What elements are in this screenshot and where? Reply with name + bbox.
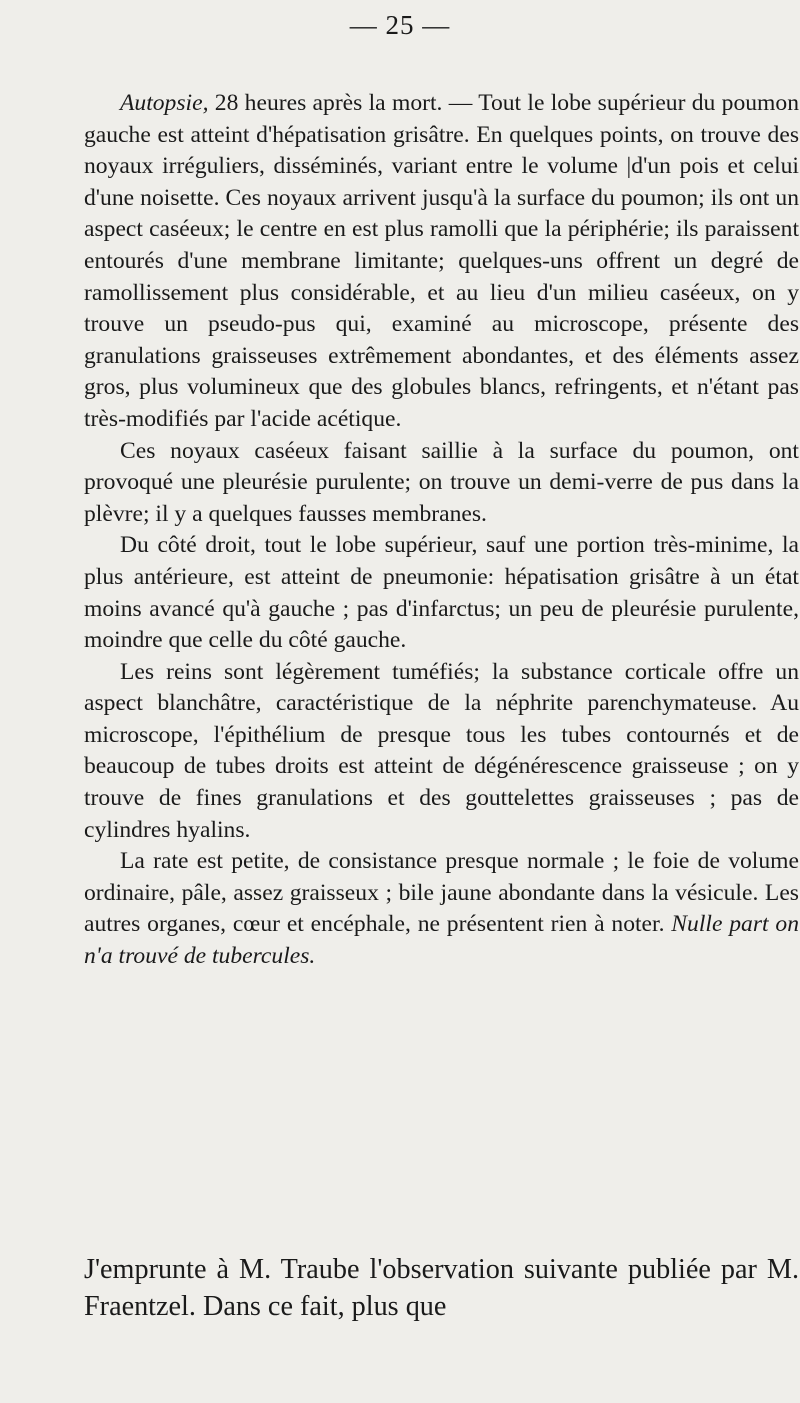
paragraph-tail-italic: Nulle part on n'a trouvé de tubercules. [84,911,799,970]
paragraph-spleen-liver [84,846,799,972]
paragraph-text: Les reins sont légèrement tuméfiés; la substance corticale offre un aspect blanchâtre, caractéristique de la néphrite parenchymateuse. Au microscope, l'épithélium de presque tous les tubes contournés et de beaucoup de tubes droits est atteint de dégénérescence graisseuse ; on y trouve de fines granulations et des gouttelettes graisseuses ; pas de cylindres hyalins. [84,658,799,843]
paragraph-text: 28 heures après la mort. — Tout le lobe supérieur du poumon gauche est atteint d'hépatisation grisâtre. En quelques points, on trouve des noyaux irréguliers, disséminés, variant entre le volume |d'un pois et celui d'une noisette. Ces noyaux arrivent jusqu'à la surface du poumon; ils ont un aspect caséeux; le centre en est plus ramolli que la périphérie; ils paraissent entourés d'une membrane limitante; quelques-uns offrent un degré de ramollissement plus considérable, et au lieu d'un milieu caséeux, on y trouve un pseudo-pus qui, examiné au microscope, présente des granulations graisseuses extrêmement abondantes, et des éléments assez gros, plus volumineux que des globules blancs, refringents, et n'étant pas très-modifiés par l'acide acétique. [84,90,799,432]
paragraph-text: Ces noyaux caséeux faisant saillie à la surface du poumon, ont provoqué une pleurésie purulente; on trouve un demi-verre de pus dans la plèvre; il y a quelques fausses membranes. [84,437,799,527]
page-number: — 25 — [349,10,451,40]
main-text-block [84,1251,799,1325]
autopsy-text-block [84,88,799,973]
paragraph-right-side [84,530,799,656]
paragraph-kidneys [84,657,799,847]
paragraph-autopsy [84,88,799,436]
paragraph-text: La rate est petite, de consistance presque normale ; le foie de volume ordinaire, pâle, assez graisseux ; bile jaune abondante dans la vésicule. Les autres organes, cœur et encéphale, ne présentent rien à noter. [84,848,799,938]
paragraph-pleurisy [84,436,799,531]
paragraph-text: Du côté droit, tout le lobe supérieur, sauf une portion très-minime, la plus antérieure, est atteint de pneumonie: hépatisation grisâtre à un état moins avancé qu'à gauche ; pas d'infarctus; un peu de pleurésie purulente, moindre que celle du côté gauche. [84,532,799,654]
paragraph-lead-italic: Autopsie, [120,90,209,116]
paragraph-closing: J'emprunte à M. Traube l'observation suivante publiée par M. Fraentzel. Dans ce fait, plus que [84,1254,799,1322]
